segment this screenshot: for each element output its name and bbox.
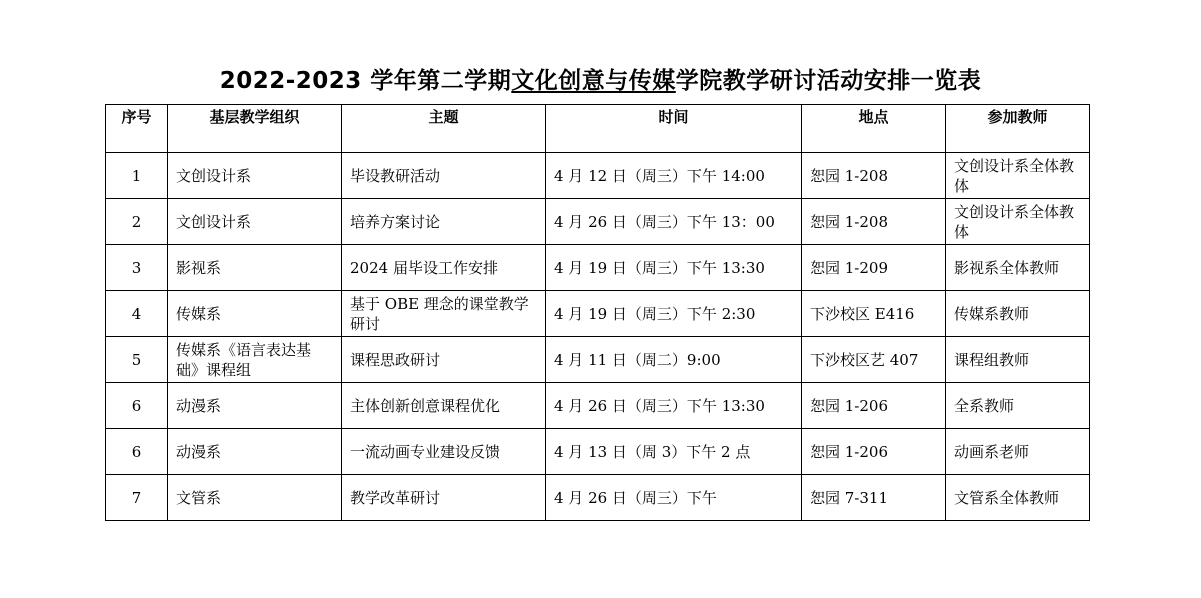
- title-suffix: 学院教学研讨活动安排一览表: [675, 68, 982, 94]
- table-row: [106, 199, 1090, 245]
- cell-participants: 文创设计系全体教体: [946, 199, 1090, 245]
- cell-topic: 2024 届毕设工作安排: [342, 245, 546, 291]
- cell-time: 4 月 12 日（周三）下午 14:00: [546, 153, 802, 199]
- cell-time: 4 月 26 日（周三）下午 13:30: [546, 383, 802, 429]
- cell-seq: 6: [106, 383, 168, 429]
- cell-location: 恕园 7-311: [802, 475, 946, 521]
- cell-topic: 教学改革研讨: [342, 475, 546, 521]
- cell-seq: 7: [106, 475, 168, 521]
- header-topic: 主题: [342, 105, 546, 153]
- cell-seq: 3: [106, 245, 168, 291]
- cell-participants: 动画系老师: [946, 429, 1090, 475]
- header-participants: 参加教师: [946, 105, 1090, 153]
- cell-topic: 课程思政研讨: [342, 337, 546, 383]
- cell-topic: 主体创新创意课程优化: [342, 383, 546, 429]
- cell-org: 传媒系《语言表达基础》课程组: [168, 337, 342, 383]
- table-row: [106, 429, 1090, 475]
- cell-location: 恕园 1-206: [802, 383, 946, 429]
- cell-time: 4 月 13 日（周 3）下午 2 点: [546, 429, 802, 475]
- cell-org: 影视系: [168, 245, 342, 291]
- cell-time: 4 月 26 日（周三）下午: [546, 475, 802, 521]
- cell-seq: 1: [106, 153, 168, 199]
- cell-location: 恕园 1-206: [802, 429, 946, 475]
- header-location: 地点: [802, 105, 946, 153]
- cell-location: 下沙校区艺 407: [802, 337, 946, 383]
- table-row: [106, 291, 1090, 337]
- table-row: [106, 337, 1090, 383]
- cell-seq: 4: [106, 291, 168, 337]
- header-seq: 序号: [106, 105, 168, 153]
- table-row: [106, 383, 1090, 429]
- title-prefix: 2022-2023 学年第二学期: [219, 68, 512, 94]
- cell-participants: 影视系全体教师: [946, 245, 1090, 291]
- document-title: [0, 62, 1201, 95]
- cell-location: 恕园 1-208: [802, 153, 946, 199]
- table-row: [106, 245, 1090, 291]
- cell-participants: 文创设计系全体教体: [946, 153, 1090, 199]
- cell-org: 传媒系: [168, 291, 342, 337]
- cell-location: 恕园 1-208: [802, 199, 946, 245]
- cell-time: 4 月 11 日（周二）9:00: [546, 337, 802, 383]
- cell-topic: 一流动画专业建设反馈: [342, 429, 546, 475]
- header-org: 基层教学组织: [168, 105, 342, 153]
- title-underlined-part: 文化创意与传媒: [511, 68, 676, 94]
- cell-org: 文管系: [168, 475, 342, 521]
- cell-seq: 2: [106, 199, 168, 245]
- table-header-row: [106, 105, 1090, 153]
- cell-time: 4 月 19 日（周三）下午 13:30: [546, 245, 802, 291]
- cell-seq: 5: [106, 337, 168, 383]
- cell-participants: 课程组教师: [946, 337, 1090, 383]
- cell-participants: 文管系全体教师: [946, 475, 1090, 521]
- cell-location: 恕园 1-209: [802, 245, 946, 291]
- table-row: [106, 153, 1090, 199]
- activity-schedule-table: [105, 104, 1090, 521]
- cell-participants: 全系教师: [946, 383, 1090, 429]
- cell-org: 文创设计系: [168, 153, 342, 199]
- header-time: 时间: [546, 105, 802, 153]
- table-row: [106, 475, 1090, 521]
- cell-topic: 基于 OBE 理念的课堂教学研讨: [342, 291, 546, 337]
- cell-topic: 毕设教研活动: [342, 153, 546, 199]
- cell-org: 文创设计系: [168, 199, 342, 245]
- cell-seq: 6: [106, 429, 168, 475]
- cell-org: 动漫系: [168, 429, 342, 475]
- cell-org: 动漫系: [168, 383, 342, 429]
- cell-participants: 传媒系教师: [946, 291, 1090, 337]
- cell-time: 4 月 26 日（周三）下午 13：00: [546, 199, 802, 245]
- cell-topic: 培养方案讨论: [342, 199, 546, 245]
- cell-time: 4 月 19 日（周三）下午 2:30: [546, 291, 802, 337]
- cell-location: 下沙校区 E416: [802, 291, 946, 337]
